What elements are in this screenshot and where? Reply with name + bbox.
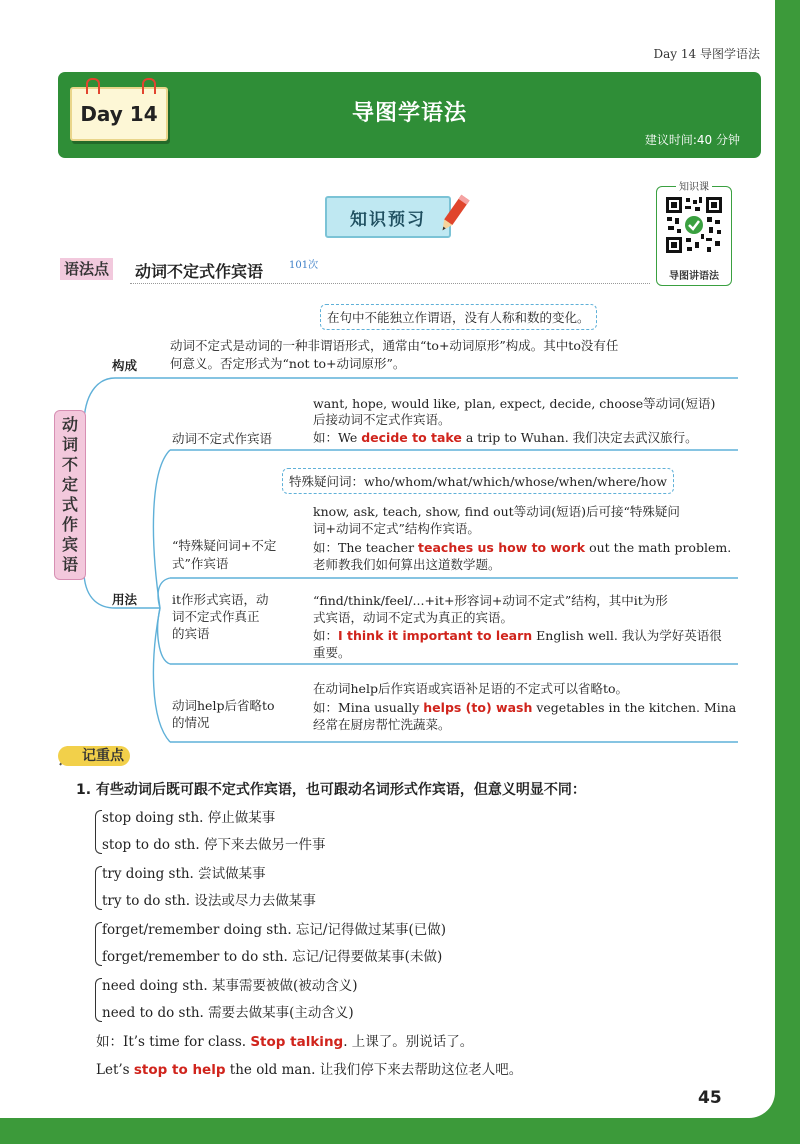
usage-2-label-2: 式”作宾语: [172, 556, 229, 571]
branch-usage-label: 用法: [112, 592, 138, 607]
pair-4-line-1: need doing sth. 某事需要被做(被动含义): [102, 978, 358, 994]
usage-1-example: 如：We decide to take a trip to Wuhan. 我们决定去武汉旅行。: [313, 430, 698, 445]
pair-4-line-2: need to do sth. 需要去做某事(主动含义): [102, 1005, 354, 1021]
usage-1-desc-1: want, hope, would like, plan, expect, decide, choose等动词(短语): [313, 396, 716, 411]
usage-2-desc-1: know, ask, teach, show, find out等动词(短语)后可接“特殊疑问: [313, 504, 680, 519]
pair-3-line-1: forget/remember doing sth. 忘记/记得做过某事(已做): [102, 922, 447, 938]
usage-4-label-1: 动词help后省略to: [172, 698, 275, 713]
usage-4-example: 如：Mina usually helps (to) wash vegetables in the kitchen. Mina: [313, 700, 737, 715]
key-example-2: Let’s stop to help the old man. 让我们停下来去帮助这位老人吧。: [96, 1062, 523, 1078]
formation-callout: 在句中不能独立作谓语，没有人称和数的变化。: [320, 304, 597, 330]
usage-2-desc-2: 词+动词不定式”结构作宾语。: [313, 521, 480, 536]
usage-4-label-2: 的情况: [172, 715, 210, 730]
root-char: 语: [61, 555, 78, 574]
usage-3-label-3: 的宾语: [172, 626, 210, 641]
usage-1-desc-2: 后接动词不定式作宾语。: [313, 412, 451, 427]
pair-1-line-1: stop doing sth. 停止做某事: [102, 810, 276, 826]
branch-formation-label: 构成: [112, 358, 138, 373]
key-points-tag: 记重点: [58, 746, 130, 766]
brace: [95, 922, 102, 966]
qr-top-label: 知识课: [657, 178, 731, 193]
suggested-time: 建议时间:40 分钟: [644, 133, 740, 147]
key-example-1: 如：It’s time for class. Stop talking. 上课了。别说话了。: [96, 1034, 474, 1050]
root-char: 不: [61, 455, 78, 474]
page-title: 导图学语法: [351, 101, 467, 126]
usage-3-example: 如：I think it important to learn English well. 我认为学好英语很: [313, 628, 722, 643]
brace: [95, 810, 102, 854]
usage-2-example: 如：The teacher teaches us how to work out the math problem.: [313, 540, 732, 555]
qr-bottom-label: 导图讲语法: [669, 271, 719, 282]
root-char: 定: [61, 475, 78, 494]
usage-3-desc-2: 式宾语，动词不定式为真正的宾语。: [313, 610, 514, 625]
pair-1-line-2: stop to do sth. 停下来去做另一件事: [102, 837, 326, 853]
usage-4-desc-1: 在动词help后作宾语或宾语补足语的不定式可以省略to。: [313, 681, 628, 696]
key-points-heading: 1. 有些动词后既可跟不定式作宾语，也可跟动名词形式作宾语，但意义明显不同：: [76, 782, 586, 798]
usage-2-example-cn: 老师教我们如何算出这道数学题。: [313, 557, 501, 572]
preview-label: 知识预习: [325, 196, 451, 238]
page-number: 45: [698, 1088, 722, 1108]
root-char: 作: [61, 515, 78, 534]
root-char: 式: [61, 495, 78, 514]
usage-3-example-cn: 重要。: [313, 645, 351, 660]
pair-3-line-2: forget/remember to do sth. 忘记/记得要做某事(未做): [102, 949, 443, 965]
grammar-point-title: 动词不定式作宾语: [135, 262, 264, 281]
frequency-count: 101次: [289, 260, 319, 271]
formation-text-1: 动词不定式是动词的一种非谓语形式，通常由“to+动词原形”构成。其中to没有任: [170, 338, 619, 353]
usage-3-label-2: 词不定式作真正: [172, 609, 260, 624]
brace: [95, 866, 102, 910]
usage-3-label-1: it作形式宾语，动: [172, 592, 269, 607]
root-char: 词: [61, 435, 78, 454]
formation-text-2: 何意义。否定形式为“not to+动词原形”。: [170, 356, 406, 371]
brace: [95, 978, 102, 1022]
day-label: Day 14: [80, 102, 158, 126]
root-char: 宾: [61, 535, 78, 554]
grammar-point-tag: 语法点: [60, 258, 113, 280]
pair-2-line-1: try doing sth. 尝试做某事: [102, 866, 266, 882]
running-header: Day 14 导图学语法: [653, 47, 760, 61]
usage-2-label-1: “特殊疑问词+不定: [172, 538, 277, 553]
usage-3-desc-1: “find/think/feel/...+it+形容词+动词不定式”结构，其中it为形: [313, 593, 668, 608]
usage-1-label: 动词不定式作宾语: [172, 431, 273, 446]
pair-2-line-2: try to do sth. 设法或尽力去做某事: [102, 893, 316, 909]
question-word-callout: 特殊疑问词：who/whom/what/which/whose/when/where/how: [282, 468, 674, 494]
root-char: 动: [61, 415, 78, 434]
usage-4-example-cn: 经常在厨房帮忙洗蔬菜。: [313, 717, 451, 732]
mindmap-root: [54, 410, 86, 580]
